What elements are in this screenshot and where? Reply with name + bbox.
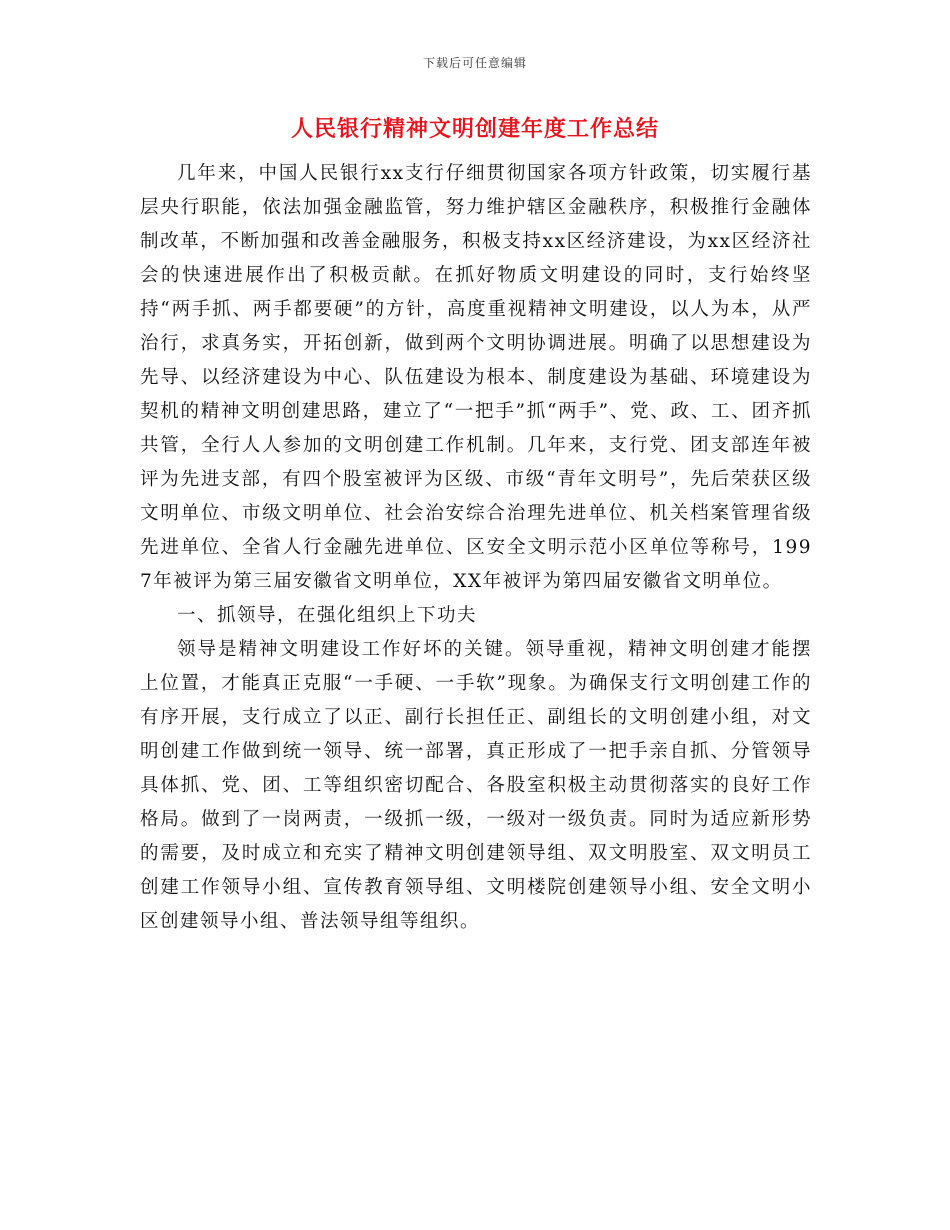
header-note: 下载后可任意编辑 <box>422 56 527 70</box>
document-body <box>140 157 812 939</box>
paragraph-intro: 几年来，中国人民银行xx支行仔细贯彻国家各项方针政策，切实履行基层央行职能，依法加强金融监管，努力维护辖区金融秩序，积极推行金融体制改革，不断加强和改善金融服务，积极支持xx区经济建设，为xx区经济社会的快速进展作出了积极贡献。在抓好物质文明建设的同时，支行始终坚持“两手抓、两手都要硬”的方针，高度重视精神文明建设，以人为本，从严治行，求真务实，开拓创新，做到两个文明协调进展。明确了以思想建设为先导、以经济建设为中心、队伍建设为根本、制度建设为基础、环境建设为契机的精神文明创建思路，建立了“一把手”抓“两手”、党、政、工、团齐抓共管，全行人人参加的文明创建工作机制。几年来，支行党、团支部连年被评为先进支部，有四个股室被评为区级、市级“青年文明号”，先后荣获区级文明单位、市级文明单位、社会治安综合治理先进单位、机关档案管理省级先进单位、全省人行金融先进单位、区安全文明示范小区单位等称号，1997年被评为第三届安徽省文明单位，XX年被评为第四届安徽省文明单位。 <box>140 163 812 592</box>
document-title: 人民银行精神文明创建年度工作总结 <box>290 116 659 142</box>
section-heading-1: 一、抓领导，在强化组织上下功夫 <box>177 605 478 626</box>
paragraph-section-1: 领导是精神文明建设工作好坏的关键。领导重视，精神文明创建才能摆上位置，才能真正克服“一手硬、一手软”现象。为确保支行文明创建工作的有序开展，支行成立了以正、副行长担任正、副组长的文明创建小组，对文明创建工作做到统一领导、统一部署，真正形成了一把手亲自抓、分管领导具体抓、党、团、工等组织密切配合、各股室积极主动贯彻落实的良好工作格局。做到了一岗两责，一级抓一级，一级对一级负责。同时为适应新形势的需要，及时成立和充实了精神文明创建领导组、双文明股室、双文明员工创建工作领导小组、宣传教育领导组、文明楼院创建领导小组、安全文明小区创建领导小组、普法领导组等组织。 <box>140 639 812 932</box>
